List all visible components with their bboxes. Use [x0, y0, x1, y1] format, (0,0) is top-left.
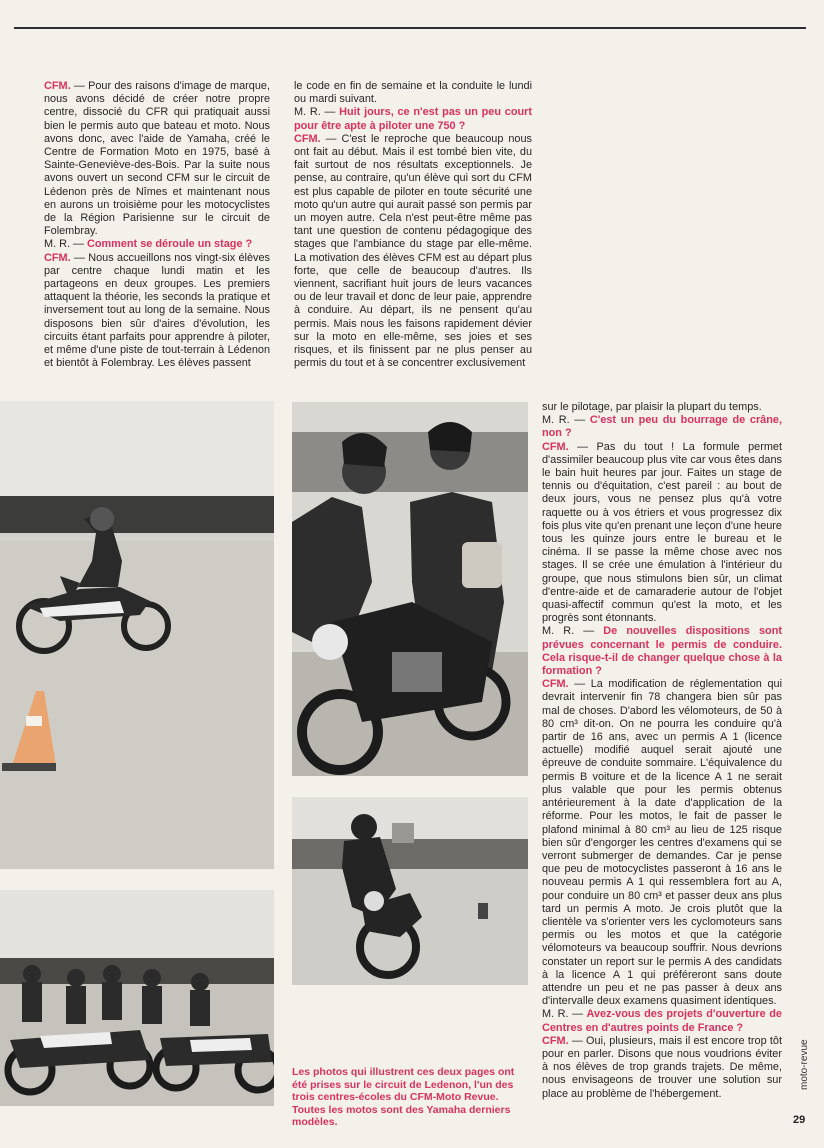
paragraph — [542, 441, 782, 626]
paragraph — [44, 80, 270, 238]
article-column-2 — [294, 80, 532, 392]
answer-text: sur le pilotage, par plaisir la plupart du temps. — [542, 401, 762, 413]
interview-question: Avez-vous des projets d'ouverture de Centres en d'autres points de France ? — [542, 1008, 782, 1034]
speaker-label: M. R. — — [542, 414, 590, 427]
speaker-label: CFM. — [542, 440, 569, 453]
answer-text: — Oui, plusieurs, mais il est encore trop tôt pour en parler. Disons que nous voudrions éviter à nos élèves de trop grands trajets. De même, nous envisageons de trouver une solution sur place au problème de l'hébergement. — [542, 1034, 782, 1100]
paragraph — [542, 401, 782, 414]
answer-text: — La modification de réglementation qui devrait intervenir fin 78 changera bien sûr pas mal de choses. D'abord les vélomoteurs, de 50 à 80 cm³ dit-on. On ne pourra les conduire qu'à partir de 16 ans, avec un permis A 1 (licence actuelle) modifié auquel serait ajouté une épreuve de conduite sommaire. L'équivalence du permis B voiture et de la licence A 1 ne serait plus valable que pour les permis obtenus antérieurement à la date d'application de la réforme. Pour les motos, le fait de passer le plafond minimal à 80 cm³ au lieu de 125 risque bien sûr d'engorger les centres d'examens qui se verront submerger de demandes. Car je pense que peu de motocyclistes passeront à 16 ans le nouveau permis A 1 qui ressemblera fort au A, pour conduire un 80 cm³ et passer deux ans plus tard un permis A moto. Je crois plutôt que la clientèle va s'orienter vers les cyclomoteurs sans permis ou les motos et que la catégorie vélomoteurs va beaucoup souffrir. Nous devrions constater un report sur le permis A des candidats à la licence A 1 qui préféreront sans doute attendre un peu et ne pas passer à deux ans d'intervalle deux examens quasiment identiques. — [542, 678, 782, 1008]
speaker-label: CFM. — [542, 678, 569, 691]
interview-question: Huit jours, ce n'est pas un peu court pour être apte à piloter une 750 ? — [294, 106, 532, 132]
photo-caption: Les photos qui illustrent ces deux pages ont été prises sur le circuit de Ledenon, l'un des trois centres-écoles du CFM-Moto Revue. Toutes les motos sont des Yamaha derniers modèles. — [292, 1066, 515, 1129]
paragraph — [542, 678, 782, 1008]
paragraph — [294, 133, 532, 371]
paragraph — [44, 238, 270, 251]
answer-text: — Pour des raisons d'image de marque, nous avons décidé de créer notre propre centre, dissocié du CFR qui pratiquait aussi bien le permis auto que bateau et moto. Nous avons donc, avec l'aide de Yamaha, créé le Centre de Formation Moto en 1975, basé à Sainte-Geneviève-des-Bois. Par la suite nous avons ouvert un second CFM sur le circuit de Lédenon près de Nîmes et maintenant nous en aurons un troisième pour les motocyclistes de la Région Parisienne sur le circuit de Folembray. — [44, 80, 270, 238]
photo-rider-track — [292, 797, 528, 985]
speaker-label: M. R. — — [542, 625, 604, 638]
paragraph — [294, 80, 532, 106]
speaker-label: M. R. — — [542, 1008, 587, 1021]
answer-text: le code en fin de semaine et la conduite le lundi ou mardi suivant. — [294, 80, 532, 106]
speaker-label: CFM. — [542, 1034, 569, 1047]
photo-rider-cone — [0, 401, 274, 869]
interview-question: Comment se déroule un stage ? — [86, 238, 253, 251]
magazine-brand: moto-revue — [799, 1039, 810, 1090]
paragraph — [294, 106, 532, 132]
paragraph — [542, 414, 782, 440]
interview-question: De nouvelles dispositions sont prévues concernant le permis de conduire. Cela risque-t-il de changer quelque chose à la formation ? — [542, 625, 782, 678]
top-rule — [14, 27, 806, 29]
paragraph — [542, 625, 782, 678]
speaker-label: CFM. — [294, 132, 321, 145]
article-column-1 — [44, 80, 270, 392]
photo-group-riders — [0, 890, 274, 1106]
page-number: 29 — [793, 1114, 806, 1126]
speaker-label: CFM. — [44, 251, 71, 264]
paragraph — [542, 1008, 782, 1034]
article-column-3 — [542, 401, 782, 1129]
speaker-label: M. R. — — [294, 106, 340, 119]
speaker-label: M. R. — — [44, 238, 87, 251]
answer-text: — C'est le reproche que beaucoup nous ont fait au début. Mais il est tombé bien vite, du fait surtout de nos résultats exceptionnels. Je pense, au contraire, qu'un élève qui sort du CFM est plus capable de piloter en toute sécurité une moto qu'un autre qui aurait passé son permis par un moyen autre. Cela n'est peut-être même pas tant une question de contenu pédagogique des stages que l'ambiance du stage par elle-même. La motivation des élèves CFM est au départ plus forte, que celle de beaucoup d'autres. Ils viennent, sacrifiant huit jours de leurs vacances ou de leur travail et donc de leur paie, apprendre à conduire. Au départ, ils ne pensent qu'au permis. Mais nous les faisons rapidement dévier sur la moto en elle-même, ses joies et ses risques, et ils finissent par ne plus penser au permis du tout et à se concentrer exclusivement — [294, 132, 532, 370]
photo-two-riders — [292, 402, 528, 776]
interview-question: C'est un peu du bourrage de crâne, non ? — [542, 414, 782, 440]
paragraph — [44, 252, 270, 371]
answer-text: — Pas du tout ! La formule permet d'assimiler beaucoup plus vite car vous êtes dans le bain huit heures par jour. Faites un stage de tennis ou d'équitation, c'est pareil : au bout de deux jours, vous ne pensez plus qu'à votre raquette ou à vos étriers et vous progressez dix fois plus vite qu'en prenant une leçon d'une heure tous les quinze jours entre le bureau et le cinéma. Il se passe la même chose avec nos stages. Il se crée une émulation à l'intérieur du groupe, que nous stimulons bien sûr, un climat d'entre-aide et de camaraderie autour de l'objet quasi-affectif commun qu'est la moto, et les progrès sont étonnants. — [542, 440, 782, 625]
speaker-label: CFM. — [44, 80, 71, 92]
paragraph — [542, 1035, 782, 1101]
answer-text: — Nous accueillons nos vingt-six élèves par centre chaque lundi matin et les partageons en deux groupes. Les premiers attaquent la théorie, les seconds la pratique et inversement tout au long de la semaine. Nous disposons bien sûr d'aires d'évolution, les circuits étant parfaits pour apprendre à piloter, et même d'une piste de tout-terrain à Lédenon et bientôt à Folembray. Les élèves passent — [44, 251, 270, 370]
